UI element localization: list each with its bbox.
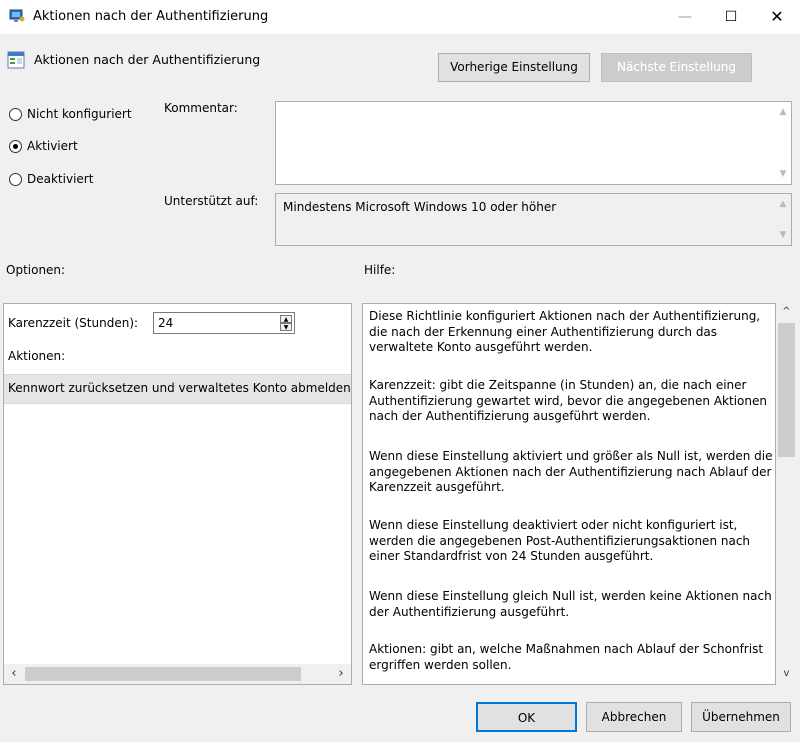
next-setting-button[interactable]: Nächste Einstellung	[601, 53, 752, 82]
scroll-up-icon[interactable]: ▲	[779, 199, 787, 209]
previous-setting-button[interactable]: Vorherige Einstellung	[438, 53, 590, 82]
help-vertical-scrollbar[interactable]	[778, 303, 795, 685]
ok-button[interactable]: OK	[476, 702, 577, 732]
actions-dropdown[interactable]	[4, 374, 351, 404]
scroll-down-icon[interactable]: ▼	[779, 169, 787, 179]
options-label: Optionen:	[6, 263, 66, 277]
options-pane	[3, 303, 352, 685]
apply-button[interactable]: Übernehmen	[691, 702, 791, 732]
actions-label: Aktionen:	[8, 349, 66, 363]
radio-circle[interactable]	[9, 173, 22, 186]
spin-down-icon[interactable]: ▼	[280, 323, 292, 331]
radio-enabled[interactable]	[9, 137, 78, 155]
grace-period-value[interactable]: 24	[158, 316, 174, 330]
radio-label: Deaktiviert	[27, 172, 94, 186]
scroll-up-icon[interactable]: ▲	[779, 107, 787, 117]
supported-label: Unterstützt auf:	[164, 194, 259, 208]
grace-period-stepper[interactable]	[153, 312, 295, 334]
window-title: Aktionen nach der Authentifizierung	[33, 9, 269, 24]
radio-circle[interactable]	[9, 140, 22, 153]
help-paragraph: Wenn diese Einstellung aktiviert und größer als Null ist, werden die angegebenen Aktionen nach der Authentifizierung nach Ablauf der Karenzzeit ausgeführt.	[369, 449, 773, 494]
maximize-button[interactable]: ☐	[724, 9, 738, 25]
scroll-down-icon[interactable]: v	[783, 668, 790, 679]
scroll-thumb[interactable]	[778, 323, 795, 457]
radio-label: Nicht konfiguriert	[27, 107, 132, 121]
setting-title: Aktionen nach der Authentifizierung	[34, 52, 261, 67]
help-pane	[362, 303, 776, 685]
scroll-thumb[interactable]	[25, 667, 301, 681]
help-label: Hilfe:	[364, 263, 396, 277]
radio-disabled[interactable]	[9, 170, 93, 188]
cancel-button[interactable]: Abbrechen	[586, 702, 682, 732]
spin-up-icon[interactable]: ▲	[280, 315, 292, 323]
supported-value: Mindestens Microsoft Windows 10 oder höher	[283, 200, 557, 214]
grace-period-label: Karenzzeit (Stunden):	[8, 316, 139, 330]
scroll-up-icon[interactable]: ^	[782, 306, 791, 317]
help-paragraph: Wenn diese Einstellung gleich Null ist, werden keine Aktionen nach der Authentifizierung ausgeführt.	[369, 589, 772, 619]
options-horizontal-scrollbar[interactable]	[4, 664, 351, 684]
radio-not-configured[interactable]	[9, 105, 132, 123]
scroll-down-icon[interactable]: ▼	[779, 230, 787, 240]
scroll-left-icon[interactable]: ‹	[11, 666, 17, 681]
scroll-right-icon[interactable]: ›	[338, 666, 344, 681]
help-paragraph: Aktionen: gibt an, welche Maßnahmen nach Ablauf der Schonfrist ergriffen werden sollen.	[369, 642, 764, 672]
policy-app-icon	[9, 9, 25, 23]
help-paragraph: Karenzzeit: gibt die Zeitspanne (in Stunden) an, die nach einer Authentifizierung gewartet wird, bevor die angegebenen Aktionen nach der Authentifizierung ausgeführt werden.	[369, 378, 767, 423]
radio-circle[interactable]	[9, 108, 22, 121]
actions-value: Kennwort zurücksetzen und verwaltetes Konto abmelden	[8, 381, 351, 395]
radio-label: Aktiviert	[27, 139, 78, 153]
help-paragraph: Wenn diese Einstellung deaktiviert oder nicht konfiguriert ist, werden die angegebenen Post-Authentifizierungsaktionen nach einer Standardfrist von 24 Stunden ausgeführt.	[369, 518, 751, 563]
comment-label: Kommentar:	[164, 101, 238, 115]
comment-textarea[interactable]	[275, 101, 792, 185]
close-button[interactable]: ✕	[770, 7, 784, 26]
setting-icon	[7, 51, 25, 69]
minimize-button[interactable]: —	[678, 9, 692, 25]
help-paragraph: Diese Richtlinie konfiguriert Aktionen nach der Authentifizierung, die nach der Erkennung einer Authentifizierung durch das verwaltete Konto ausgeführt werden.	[369, 309, 761, 354]
